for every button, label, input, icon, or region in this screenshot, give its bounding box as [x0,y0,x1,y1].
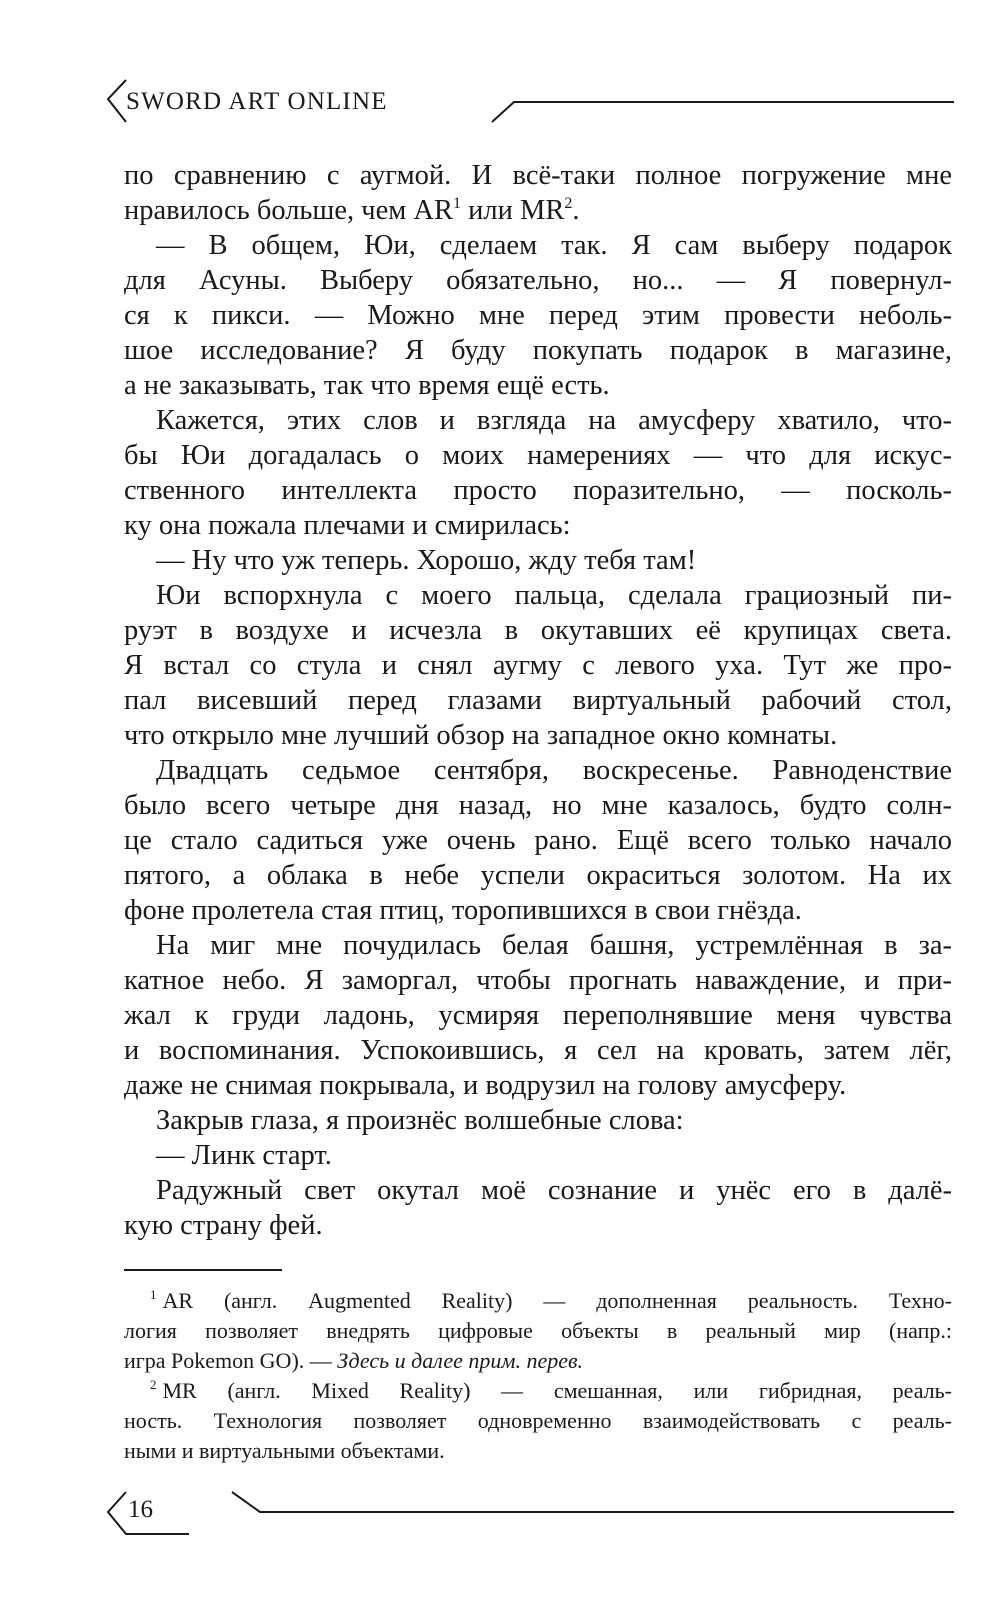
text-line [124,858,952,893]
text-segment: фоне пролетела стая птиц, торопившихся в свои гнёзда. [124,895,802,926]
text-line [124,578,952,613]
footnote-line [124,1436,952,1466]
running-header [104,78,954,128]
footnote-text: игра Pokemon GO). — [124,1348,338,1373]
text-segment: Радужный свет окутал моё сознание и унёс его в далё- [156,1175,952,1206]
text-line [124,263,952,298]
footnotes [124,1286,952,1466]
text-segment: катное небо. Я заморгал, чтобы прогнать наваждение, и при- [124,965,952,996]
text-segment: а не заказывать, так что время ещё есть. [124,370,610,401]
text-line [124,473,952,508]
text-segment: ственного интеллекта просто поразительно, — посколь- [124,475,952,506]
body-text [124,158,952,1243]
footnote-text: AR (англ. Augmented Reality) — дополненная реальность. Техно- [162,1288,952,1313]
text-segment: — Линк старт. [156,1140,332,1171]
text-segment: было всего четыре дня назад, но мне казалось, будто солн- [124,790,952,821]
text-segment: Юи вспорхнула с моего пальца, сделала грациозный пи- [156,580,952,611]
text-segment: что открыло мне лучший обзор на западное окно комнаты. [124,720,838,751]
footnote-ref: 2 [564,195,573,212]
footnote-line [124,1316,952,1346]
footnote-text: MR (англ. Mixed Reality) — смешанная, или гибридная, реаль- [162,1378,952,1403]
text-segment: На миг мне почудилась белая башня, устремлённая в за- [156,930,952,961]
footnote-text: ными и виртуальными объектами. [124,1438,445,1463]
text-line [124,543,952,578]
footnote-number: 2 [150,1377,157,1392]
text-line [124,1068,952,1103]
text-segment: Двадцать седьмое сентября, воскресенье. Равноденствие [156,755,952,786]
text-segment: ку она пожала плечами и смирилась: [124,510,571,541]
text-segment: . [572,195,580,226]
text-segment: бы Юи догадалась о моих намерениях — что для искус- [124,440,952,471]
text-line [124,228,952,263]
page-number: 16 [128,1496,153,1523]
text-line [124,333,952,368]
text-segment: или MR [461,195,565,226]
text-line [124,648,952,683]
footer-ornament [104,1490,954,1538]
text-line [124,963,952,998]
text-line [124,718,952,753]
text-line [124,998,952,1033]
text-line [124,753,952,788]
footnote-text: ность. Технология позволяет одновременно взаимодействовать с реаль- [124,1408,952,1433]
text-segment: кую страну фей. [124,1210,323,1241]
footnote-line [124,1406,952,1436]
text-segment: для Асуны. Выберу обязательно, но... — Я повернул- [124,265,952,296]
text-segment: даже не снимая покрывала, и водрузил на голову амусферу. [124,1070,847,1101]
text-line [124,1208,952,1243]
footnote-italic-text: Здесь и далее прим. перев. [337,1348,584,1373]
footnote-ref: 1 [453,195,461,212]
text-line [124,928,952,963]
text-line [124,1173,952,1208]
footnote-rule [124,1269,282,1271]
text-segment: — В общем, Юи, сделаем так. Я сам выберу подарок [156,230,952,261]
text-segment: по сравнению с аугмой. И всё-таки полное погружение мне [124,160,952,191]
footnote-text: логия позволяет внедрять цифровые объекты в реальный мир (напр.: [124,1318,952,1343]
text-line [124,298,952,333]
text-line [124,193,952,228]
page-footer [104,1490,954,1538]
text-line [124,158,952,193]
text-segment: Закрыв глаза, я произнёс волшебные слова: [156,1105,684,1136]
text-segment: ся к пикси. — Можно мне перед этим провести неболь- [124,300,952,331]
text-line [124,1138,952,1173]
text-segment: пятого, а облака в небе успели окраситься золотом. На их [124,860,952,891]
footnote-number: 1 [150,1287,157,1302]
text-line [124,683,952,718]
text-segment: — Ну что уж теперь. Хорошо, жду тебя там! [156,545,697,576]
text-segment: и воспоминания. Успокоившись, я сел на кровать, затем лёг, [124,1035,952,1066]
text-segment: шое исследование? Я буду покупать подарок в магазине, [124,335,952,366]
text-line [124,788,952,823]
text-line [124,823,952,858]
text-line [124,403,952,438]
text-segment: це стало садиться уже очень рано. Ещё всего только начало [124,825,952,856]
text-line [124,613,952,648]
footnote-line [124,1286,952,1316]
text-line [124,438,952,473]
text-line [124,893,952,928]
text-segment: пал висевший перед глазами виртуальный рабочий стол, [124,685,952,716]
text-line [124,1103,952,1138]
text-segment: нравилось больше, чем AR [124,195,453,226]
footnote-line [124,1376,952,1406]
text-segment: жал к груди ладонь, усмиряя переполнявшие меня чувства [124,1000,952,1031]
text-segment: Кажется, этих слов и взгляда на амусферу хватило, что- [156,405,952,436]
text-segment: руэт в воздухе и исчезла в окутавших её крупицах света. [124,615,952,646]
text-line [124,368,952,403]
text-line [124,1033,952,1068]
footnote-line [124,1346,952,1376]
text-line [124,508,952,543]
running-header-title: SWORD ART ONLINE [126,88,388,115]
text-segment: Я встал со стула и снял аугму с левого уха. Тут же про- [124,650,952,681]
